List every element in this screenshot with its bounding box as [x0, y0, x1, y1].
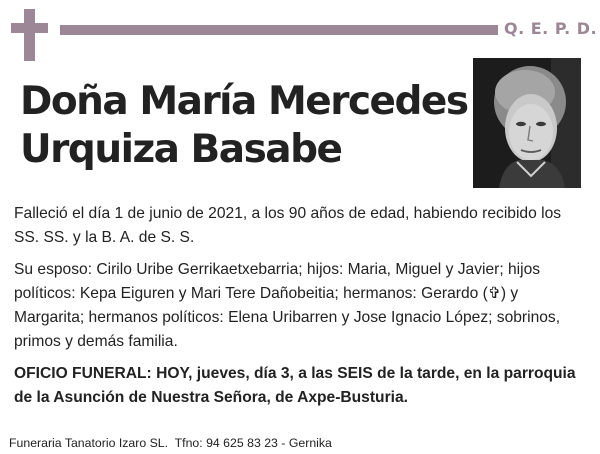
- obituary-header: [0, 0, 600, 62]
- deceased-name-line-2: Urquiza Basabe: [20, 127, 342, 172]
- funeral-home-contact: Funeraria Tanatorio Izaro SL. Tfno: 94 625 83 23 - Gernika: [9, 436, 332, 450]
- deceased-name-line-1: Doña María Mercedes: [20, 79, 468, 124]
- qepd-label: Q. E. P. D.: [504, 19, 598, 38]
- deceased-name: [20, 78, 468, 174]
- obituary-body: [14, 202, 586, 418]
- family-paragraph: Su esposo: Cirilo Uribe Gerrikaetxebarria; hijos: Maria, Miguel y Javier; hijos políticos: Kepa Eiguren y Mari Tere Dañobeitia; hermanos: Gerardo (✞) y Margarita; hermanos políticos: Elena Uribarren y Jose Ignacio López; sobrinos, primos y demás familia.: [14, 261, 561, 350]
- death-notice-paragraph: Falleció el día 1 de junio de 2021, a los 90 años de edad, habiendo recibido los SS. SS. y la B. A. de S. S.: [14, 205, 562, 246]
- deceased-portrait-photo: [473, 58, 581, 188]
- header-rule: [60, 25, 498, 35]
- funeral-home-footer: [0, 432, 600, 454]
- funeral-service-paragraph: OFICIO FUNERAL: HOY, jueves, día 3, a las SEIS de la tarde, en la parroquia de la Asunción de Nuestra Señora, de Axpe-Busturia.: [14, 365, 576, 406]
- cross-icon: [11, 9, 48, 61]
